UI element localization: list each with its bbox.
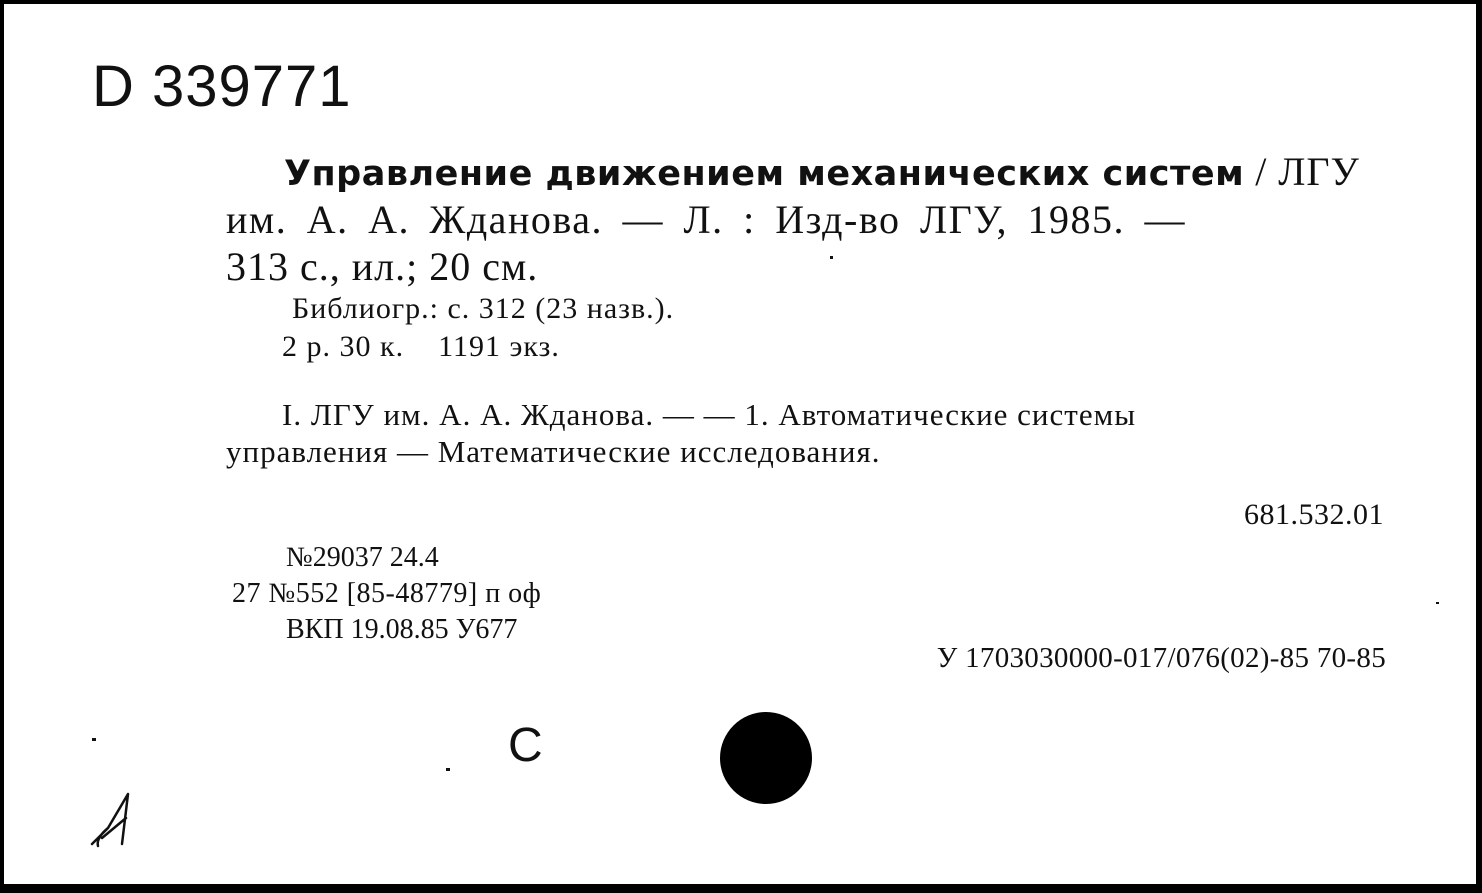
- price-and-copies: 2 р. 30 к. 1191 экз.: [282, 330, 560, 363]
- black-dot-mark: [720, 712, 812, 804]
- catalog-card: [4, 4, 1476, 884]
- ink-speck: [1436, 602, 1439, 604]
- ink-speck: [446, 768, 450, 771]
- classification-code: У 1703030000-017/076(02)-85 70-85: [936, 642, 1386, 674]
- physical-description: 313 с., ил.; 20 см.: [226, 244, 539, 289]
- tracings-line-1: I. ЛГУ им. А. А. Жданова. — — 1. Автоматические системы: [282, 397, 1137, 432]
- scan-border-bottom: [0, 885, 1482, 893]
- record-line-2: 27 №552 [85-48779] п оф: [232, 578, 542, 609]
- ink-speck: [92, 738, 96, 741]
- title-bold: Управление движением механических систем: [284, 154, 1245, 194]
- title-line: [284, 149, 1360, 194]
- tracings-line-2: управления — Математические исследования.: [226, 434, 881, 469]
- record-line-1: №29037 24.4: [286, 542, 439, 573]
- handwritten-mark-icon: [88, 788, 148, 852]
- corner-mark: С: [508, 719, 543, 772]
- title-responsibility: / ЛГУ: [1244, 149, 1360, 194]
- udc-index: 681.532.01: [1244, 498, 1384, 531]
- record-line-3: ВКП 19.08.85 У677: [286, 614, 518, 645]
- bibliography-note: Библиогр.: с. 312 (23 назв.).: [292, 292, 675, 325]
- scan-border-right: [1476, 0, 1482, 893]
- publication-line: им. А. А. Жданова. — Л. : Изд-во ЛГУ, 1985. —: [226, 197, 1186, 242]
- inventory-number: D 339771: [92, 54, 352, 119]
- ink-speck: [830, 256, 833, 259]
